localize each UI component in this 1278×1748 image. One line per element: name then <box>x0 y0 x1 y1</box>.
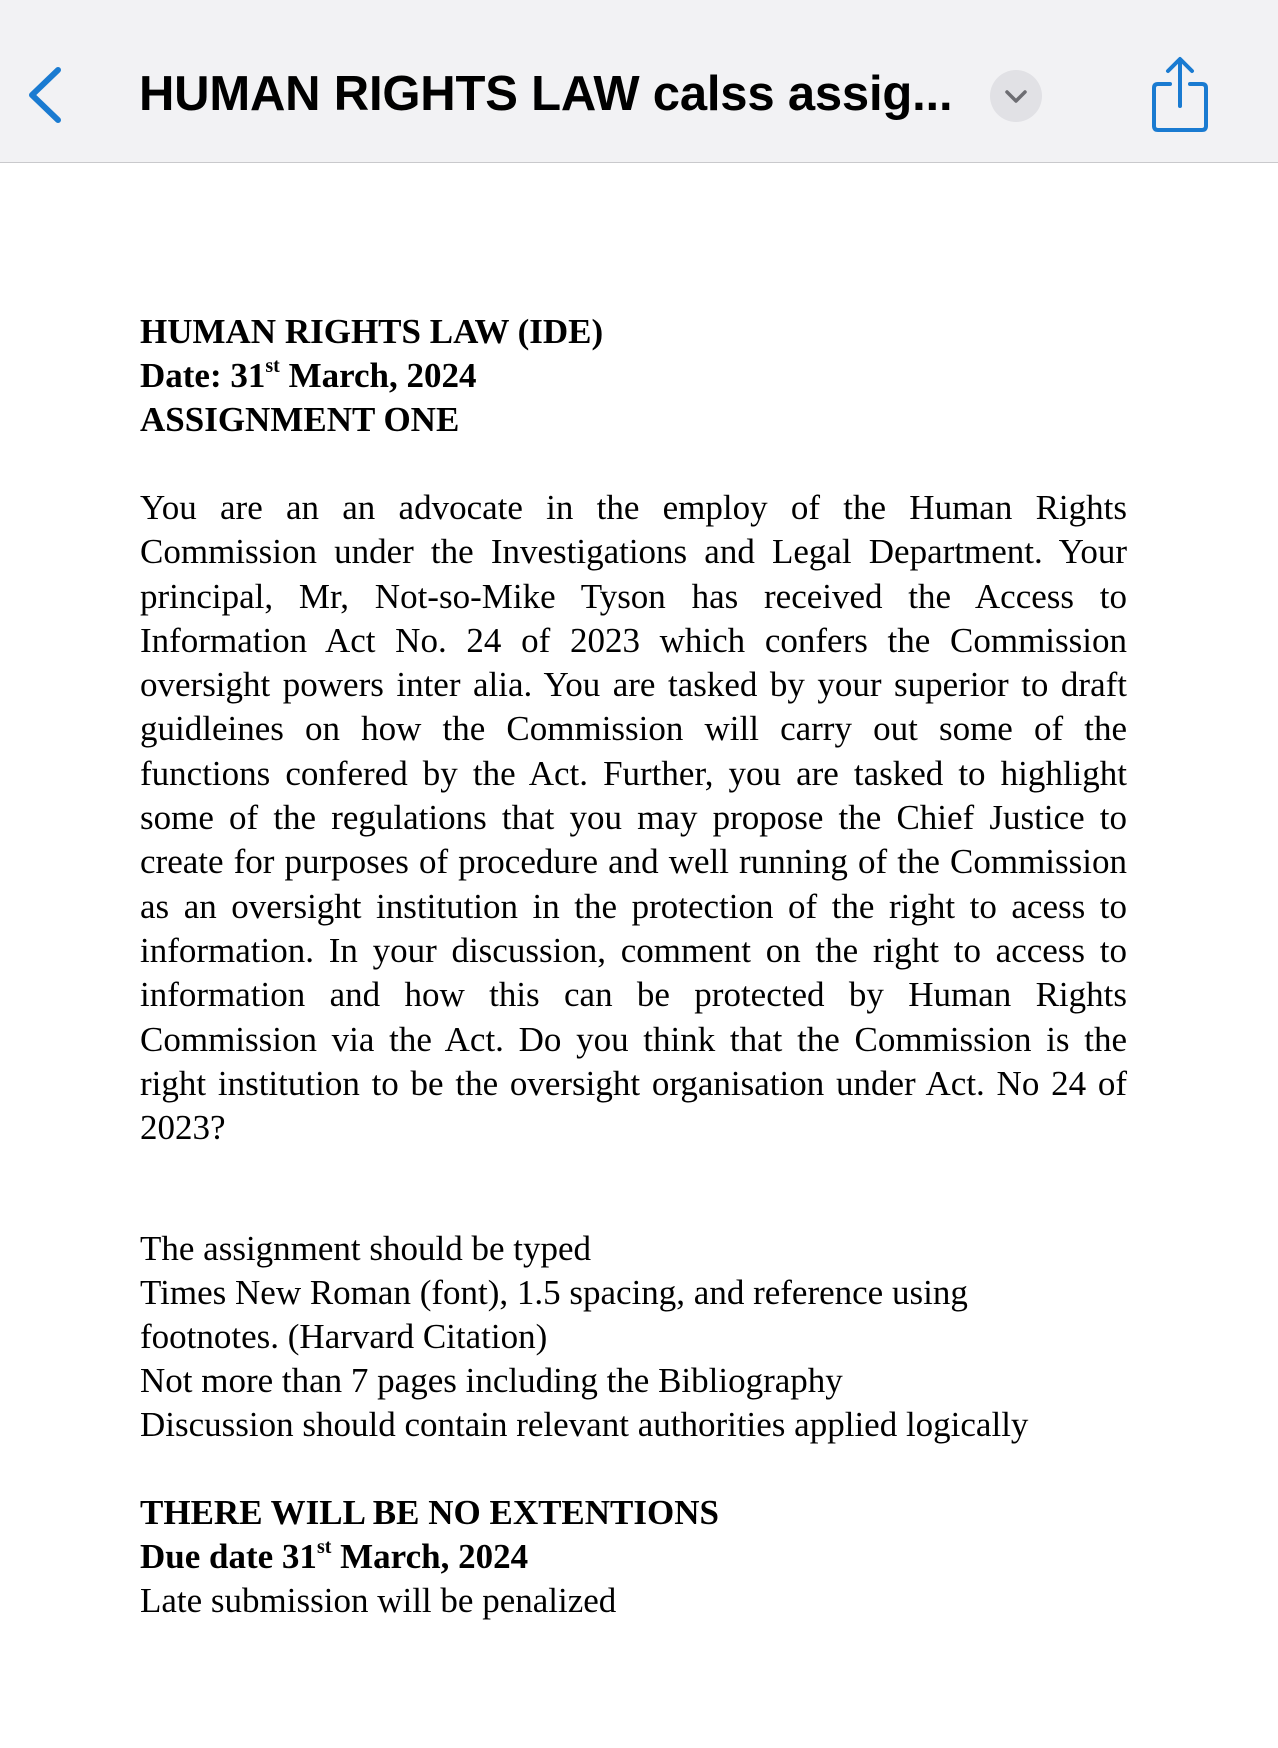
late-penalty-notice: Late submission will be penalized <box>140 1581 617 1621</box>
date-suffix: March, 2024 <box>279 356 477 395</box>
instruction-line: Not more than 7 pages including the Bibliography <box>140 1361 843 1401</box>
chevron-left-icon <box>20 60 70 130</box>
no-extensions-notice: THERE WILL BE NO EXTENTIONS <box>140 1493 719 1533</box>
assignment-title: ASSIGNMENT ONE <box>140 400 460 439</box>
due-prefix: Due date 31 <box>140 1537 317 1577</box>
due-date <box>140 1535 1127 1579</box>
chevron-down-icon <box>990 70 1042 122</box>
date-prefix: Date: 31 <box>140 356 266 395</box>
instruction-line: footnotes. (Harvard Citation) <box>140 1317 548 1357</box>
instruction-line: Discussion should contain relevant authorities applied logically <box>140 1405 1029 1445</box>
share-icon <box>1148 54 1212 134</box>
navigation-bar <box>0 0 1278 163</box>
assignment-question: You are an an advocate in the employ of the Human Rights Commission under the Investigations and Legal Department. Your principal, Mr, Not-so-Mike Tyson has received the Access to Information Act No. 24 of 2023 which confers the Commission oversight powers inter alia. You are tasked by your superior to draft guidleines on how the Commission will carry out some of the functions confered by the Act. Further, you are tasked to highlight some of the regulations that you may propose the Chief Justice to create for purposes of procedure and well running of the Commission as an oversight institution in the protection of the right to acess to information. In your discussion, comment on the right to access to information and how this can be protected by Human Rights Commission via the Act. Do you think that the Commission is the right institution to be the oversight organisation under Act. No 24 of 2023? <box>140 488 1127 1148</box>
document-page <box>140 310 1127 1623</box>
instruction-line: Times New Roman (font), 1.5 spacing, and reference using <box>140 1273 968 1313</box>
assignment-date <box>140 354 1127 398</box>
due-suffix: March, 2024 <box>331 1537 529 1577</box>
back-button[interactable] <box>20 60 70 130</box>
course-heading: HUMAN RIGHTS LAW (IDE) <box>140 312 604 351</box>
submission-instructions <box>140 1227 1127 1447</box>
title-menu-button[interactable] <box>990 70 1042 122</box>
instruction-line: The assignment should be typed <box>140 1229 592 1269</box>
deadline-notice <box>140 1491 1127 1623</box>
share-button[interactable] <box>1148 54 1212 134</box>
due-superscript: st <box>316 1536 332 1559</box>
document-title: HUMAN RIGHTS LAW calss assig... <box>139 67 953 121</box>
date-superscript: st <box>265 355 280 377</box>
